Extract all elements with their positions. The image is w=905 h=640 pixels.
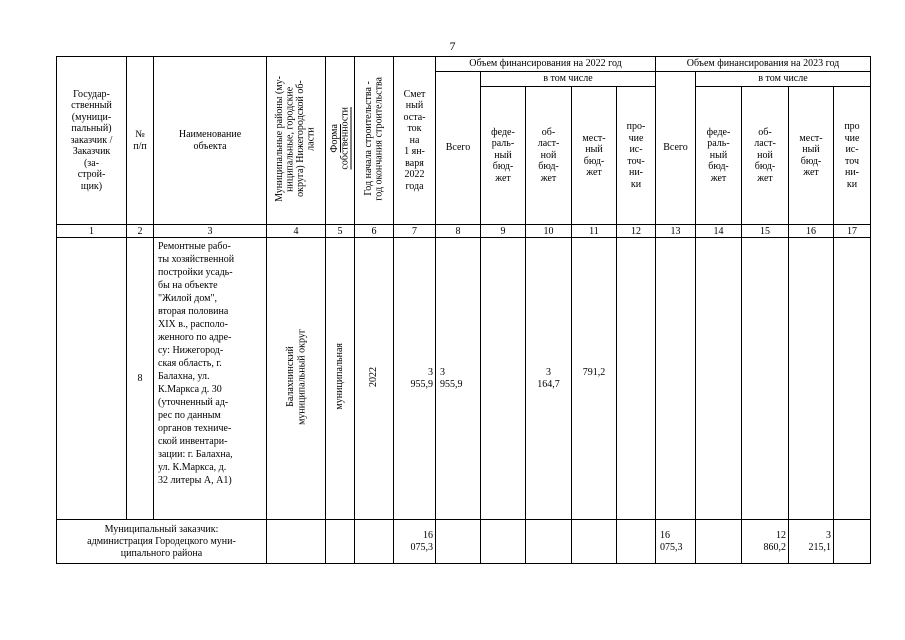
header-federal-2023: феде- раль- ный бюд- жет — [696, 87, 742, 225]
header-district-cell — [267, 57, 326, 225]
header-fin-2023: Объем финансирования на 2023 год — [656, 57, 871, 72]
footer-row — [57, 520, 871, 564]
row-ownership: муниципальная — [334, 343, 346, 411]
footer-empty — [572, 520, 617, 564]
row-district-cell — [267, 238, 326, 520]
footer-label: Муниципальный заказчик: администрация Городецкого муни- ципального района — [57, 520, 267, 564]
column-number: 17 — [834, 225, 871, 238]
footer-empty — [526, 520, 572, 564]
row-federal-2022 — [481, 238, 526, 520]
column-number: 14 — [696, 225, 742, 238]
footer-local-2023: 3 215,1 — [789, 520, 834, 564]
header-customer: Государ- ственный (муници- пальный) заказчик / Заказчик (за- строй- щик) — [57, 57, 127, 225]
row-federal-2023 — [696, 238, 742, 520]
footer-empty — [326, 520, 355, 564]
footer-total-2023: 16 075,3 — [656, 520, 696, 564]
row-ownership-cell — [326, 238, 355, 520]
footer-remainder: 16 075,3 — [394, 520, 436, 564]
row-local-2022-value: 791,2 — [582, 367, 606, 378]
header-federal-2022: феде- раль- ный бюд- жет — [481, 87, 526, 225]
footer-empty — [267, 520, 326, 564]
header-local-2023: мест- ный бюд- жет — [789, 87, 834, 225]
header-regional-2023: об- ласт- ной бюд- жет — [742, 87, 789, 225]
footer-empty — [481, 520, 526, 564]
header-remainder: Смет ный оста- ток на 1 ян- варя 2022 года — [394, 57, 436, 225]
column-number: 10 — [526, 225, 572, 238]
row-total-2023 — [656, 238, 696, 520]
footer-regional-2023: 12 860,2 — [742, 520, 789, 564]
row-years: 2022 — [368, 366, 380, 387]
header-local-2022: мест- ный бюд- жет — [572, 87, 617, 225]
column-number: 3 — [154, 225, 267, 238]
column-number: 1 — [57, 225, 127, 238]
header-years-cell — [355, 57, 394, 225]
column-number: 2 — [127, 225, 154, 238]
row-regional-2023 — [742, 238, 789, 520]
row-regional-2022: 3 164,7 — [526, 238, 572, 520]
row-local-2022 — [572, 238, 617, 520]
footer-empty — [617, 520, 656, 564]
header-total-2022: Всего — [436, 72, 481, 225]
column-number: 6 — [355, 225, 394, 238]
row-remainder: 3 955,9 — [394, 238, 436, 520]
header-ownership-cell — [326, 57, 355, 225]
header-district: Муниципальные районы (му- ниципальные, городские округа) Нижегородской об- ласти — [274, 75, 317, 202]
column-number: 11 — [572, 225, 617, 238]
row-other-2023 — [834, 238, 871, 520]
header-total-2023: Всего — [656, 72, 696, 225]
row-customer — [57, 238, 127, 520]
footer-empty — [696, 520, 742, 564]
row-district: Балахнинский муниципальный округ — [284, 328, 307, 425]
footer-empty — [436, 520, 481, 564]
column-number: 8 — [436, 225, 481, 238]
row-years-cell — [355, 238, 394, 520]
header-regional-2022: об- ласт- ной бюд- жет — [526, 87, 572, 225]
row-other-2022 — [617, 238, 656, 520]
header-ownership: Форма собственности — [328, 107, 350, 171]
table-row — [57, 238, 871, 520]
row-object-name: Ремонтные рабо- ты хозяйственной постройки усадь- бы на объекте "Жилой дом", вторая половина XIX в., располо- женного по адре- су: Нижегород- ская область, г. Балахна, ул. К.Маркса д. 30 (уточненный ад- рес по данным органов техниче- ской инвентари- зации: г. Балахна, ул. К.Маркса, д. 32 литеры А, А1) — [154, 238, 267, 520]
header-other-2022: про- чие ис- точ- ни- ки — [617, 87, 656, 225]
footer-empty — [834, 520, 871, 564]
page-number: 7 — [449, 39, 456, 53]
header-number: № п/п — [127, 57, 154, 225]
footer-empty — [355, 520, 394, 564]
column-number: 5 — [326, 225, 355, 238]
column-number: 4 — [267, 225, 326, 238]
row-number: 8 — [127, 238, 154, 520]
row-local-2023 — [789, 238, 834, 520]
financing-table — [56, 56, 871, 564]
header-years: Год начала строительства - год окончания строительства — [362, 76, 384, 201]
header-fin-2022: Объем финансирования на 2022 год — [436, 57, 656, 72]
row-total-2022: 3 955,9 — [436, 238, 481, 520]
column-number: 7 — [394, 225, 436, 238]
header-other-2023: про чие ис- точ ни- ки — [834, 87, 871, 225]
column-number: 15 — [742, 225, 789, 238]
header-object-name: Наименование объекта — [154, 57, 267, 225]
header-including-2023: в том числе — [696, 72, 871, 87]
column-number: 9 — [481, 225, 526, 238]
column-number-row — [57, 225, 871, 238]
column-number: 16 — [789, 225, 834, 238]
header-including-2022: в том числе — [481, 72, 656, 87]
column-number: 13 — [656, 225, 696, 238]
column-number: 12 — [617, 225, 656, 238]
